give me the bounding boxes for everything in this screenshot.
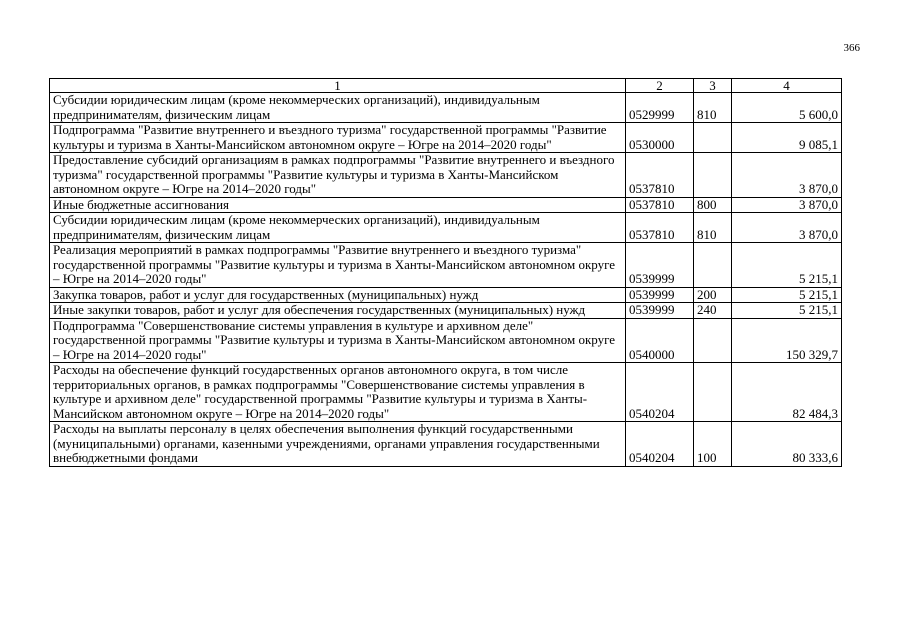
row-code: 0540204 — [626, 363, 694, 422]
row-amount: 3 870,0 — [732, 153, 842, 198]
row-amount: 5 215,1 — [732, 243, 842, 288]
row-amount: 150 329,7 — [732, 318, 842, 363]
table-row — [50, 213, 842, 243]
column-header: 4 — [732, 79, 842, 93]
row-amount: 3 870,0 — [732, 197, 842, 213]
row-code: 0539999 — [626, 303, 694, 319]
row-name: Расходы на выплаты персоналу в целях обеспечения выполнения функций государственными (муниципальными) органами, казенными учреждениями, органами управления государственными внебюджетными фондами — [50, 422, 626, 467]
column-header: 1 — [50, 79, 626, 93]
table-body — [50, 93, 842, 467]
row-name: Расходы на обеспечение функций государственных органов автономного округа, в том числе территориальных органов, в рамках подпрограммы "Совершенствование системы управления в культуре и архивном деле" государственной программы "Развитие культуры и туризма в Ханты-Мансийском автономном округе – Югре на 2014–2020 годы" — [50, 363, 626, 422]
row-expense-type: 800 — [694, 197, 732, 213]
row-code: 0539999 — [626, 243, 694, 288]
row-code: 0530000 — [626, 123, 694, 153]
row-code: 0540000 — [626, 318, 694, 363]
row-amount: 9 085,1 — [732, 123, 842, 153]
budget-table — [49, 78, 842, 467]
row-name: Подпрограмма "Совершенствование системы управления в культуре и архивном деле" государственной программы "Развитие культуры и туризма в Ханты-Мансийском автономном округе – Югре на 2014–2020 годы" — [50, 318, 626, 363]
row-expense-type — [694, 123, 732, 153]
row-expense-type — [694, 243, 732, 288]
column-header: 3 — [694, 79, 732, 93]
table-row — [50, 197, 842, 213]
row-name: Иные закупки товаров, работ и услуг для обеспечения государственных (муниципальных) нужд — [50, 303, 626, 319]
row-name: Субсидии юридическим лицам (кроме некоммерческих организаций), индивидуальным предпринимателям, физическим лицам — [50, 213, 626, 243]
row-expense-type — [694, 363, 732, 422]
table-row — [50, 303, 842, 319]
row-code: 0537810 — [626, 197, 694, 213]
row-amount: 80 333,6 — [732, 422, 842, 467]
table-row — [50, 93, 842, 123]
column-header: 2 — [626, 79, 694, 93]
row-expense-type — [694, 153, 732, 198]
table-row — [50, 123, 842, 153]
row-name: Реализация мероприятий в рамках подпрограммы "Развитие внутреннего и въездного туризма" государственной программы "Развитие культуры и туризма в Ханты-Мансийском автономном округе – Югре на 2014–2020 годы" — [50, 243, 626, 288]
row-name: Предоставление субсидий организациям в рамках подпрограммы "Развитие внутреннего и въездного туризма" государственной программы "Развитие культуры и туризма в Ханты-Мансийском автономном округе – Югре на 2014–2020 годы" — [50, 153, 626, 198]
row-expense-type: 810 — [694, 213, 732, 243]
row-expense-type: 100 — [694, 422, 732, 467]
page-number: 366 — [843, 42, 860, 54]
row-code: 0540204 — [626, 422, 694, 467]
table-row — [50, 243, 842, 288]
row-code: 0537810 — [626, 153, 694, 198]
row-name: Подпрограмма "Развитие внутреннего и въездного туризма" государственной программы "Развитие культуры и туризма в Ханты-Мансийском автономном округе – Югре на 2014–2020 годы" — [50, 123, 626, 153]
row-code: 0539999 — [626, 287, 694, 303]
row-code: 0529999 — [626, 93, 694, 123]
row-expense-type — [694, 318, 732, 363]
table-row — [50, 287, 842, 303]
row-amount: 5 215,1 — [732, 287, 842, 303]
row-amount: 3 870,0 — [732, 213, 842, 243]
row-amount: 5 215,1 — [732, 303, 842, 319]
table-header-row — [50, 79, 842, 93]
row-expense-type: 810 — [694, 93, 732, 123]
row-name: Закупка товаров, работ и услуг для государственных (муниципальных) нужд — [50, 287, 626, 303]
row-name: Иные бюджетные ассигнования — [50, 197, 626, 213]
table-row — [50, 153, 842, 198]
row-amount: 5 600,0 — [732, 93, 842, 123]
row-amount: 82 484,3 — [732, 363, 842, 422]
row-expense-type: 200 — [694, 287, 732, 303]
table-row — [50, 422, 842, 467]
row-name: Субсидии юридическим лицам (кроме некоммерческих организаций), индивидуальным предпринимателям, физическим лицам — [50, 93, 626, 123]
row-expense-type: 240 — [694, 303, 732, 319]
table-row — [50, 363, 842, 422]
table-row — [50, 318, 842, 363]
row-code: 0537810 — [626, 213, 694, 243]
